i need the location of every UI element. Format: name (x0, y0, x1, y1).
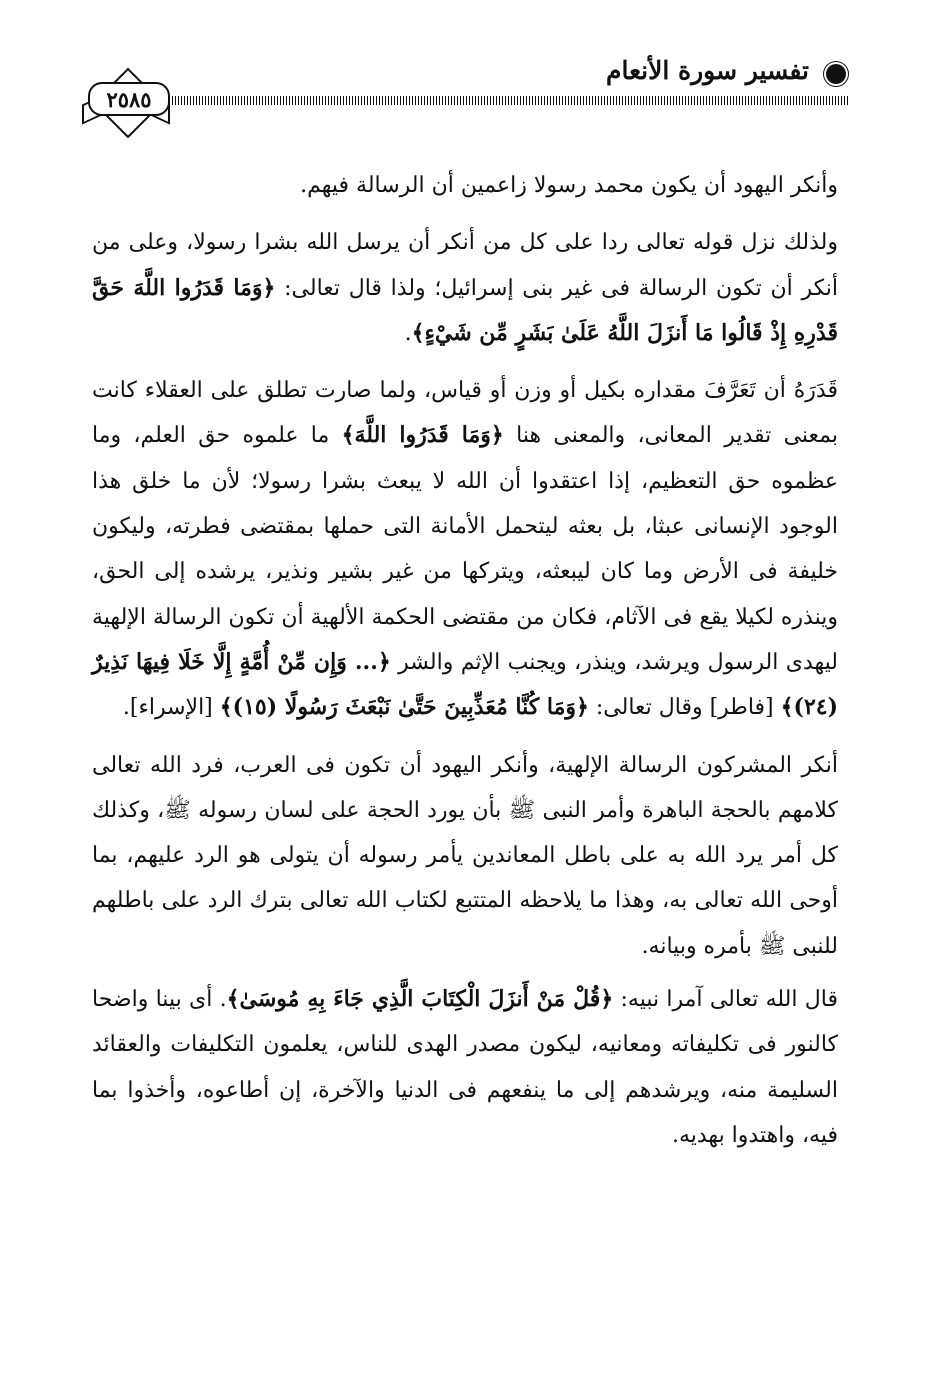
body-run: . أى بينا واضحا كالنور فى تكليفاته ومعانيه، ليكون مصدر الهدى للناس، يعلمون التكليفات والعقائد السليمة منه، ويرشدهم إلى ما ينفعهم فى الدنيا والآخرة، إن أطاعوه، وأخذوا بما فيه، واهتدوا بهديه. (92, 987, 838, 1148)
paragraph (92, 220, 838, 356)
body-run: قَدَرَهُ أن تَعَرَّفَ مقداره بكيل أو وزن أو قياس، ولما صارت تطلق على العقلاء كانت بمعنى تقدير المعانى، والمعنى هنا (92, 378, 838, 449)
body-run: ولذلك نزل قوله تعالى ردا على كل من أنكر أن يرسل الله بشرا رسولا، وعلى من أنكر أن تكون الرسالة فى غير بنى إسرائيل؛ ولذا قال تعالى: (92, 230, 838, 301)
quran-verse: ﴿وَمَا قَدَرُوا اللَّهَ﴾ (341, 422, 504, 449)
body-run: ما علموه حق العلم، وما عظموه حق التعظيم، إذا اعتقدوا أن الله لا يبعث بشرا رسولا؛ لأن ما خلق هذا الوجود الإنسانى عبثا، بل بعثه ليتحمل الأمانة التى حملها بمقتضى فطرته، وليكون خليفة فى الأرض وما كان ليبعثه، ويتركها من غير بشير ونذير، يرشده إلى الحق، وينذره لكيلا يقع فى الآثام، فكان من مقتضى الحكمة الألهية أن تكون الرسالة الإلهية ليهدى الرسول ويرشد، وينذر، ويجنب الإثم والشر (92, 423, 838, 675)
body-text (92, 163, 838, 1158)
body-run: قال الله تعالى آمرا نبيه: (613, 987, 838, 1013)
header-rule (160, 96, 850, 105)
body-run: [فاطر] وقال تعالى: (588, 695, 781, 721)
paragraph (92, 977, 838, 1158)
header-ornament-icon (826, 64, 846, 84)
body-run: أنكر المشركون الرسالة الإلهية، وأنكر اليهود أن تكون فى العرب، فرد الله تعالى كلامهم بالحجة الباهرة وأمر النبى ﷺ بأن يورد الحجة على لسان رسوله ﷺ، وكذلك كل أمر يرد الله به على باطل المعاندين يأمر رسوله أن يتولى هو الرد عليهم، بما أوحى الله تعالى به، وهذا ما يلاحظه المتتبع لكتاب الله تعالى بترك الرد على باطلهم للنبى ﷺ بأمره وبيانه. (92, 752, 838, 959)
body-run: [الإسراء]. (122, 695, 220, 721)
page-number: ٢٥٨٥ (88, 82, 170, 116)
running-header (0, 0, 927, 150)
body-run: وأنكر اليهود أن يكون محمد رسولا زاعمين أن الرسالة فيهم. (300, 173, 838, 198)
body-run: . (404, 320, 412, 346)
quran-verse: ﴿وَمَا كُنَّا مُعَذِّبِينَ حَتَّىٰ نَبْعَثَ رَسُولًا (١٥)﴾ (219, 694, 589, 721)
quran-verse: ﴿قُلْ مَنْ أَنزَلَ الْكِتَابَ الَّذِي جَاءَ بِهِ مُوسَىٰ﴾ (226, 986, 614, 1013)
quran-verse: ﴿... وَإِن مِّنْ أُمَّةٍ إِلَّا خَلَا فِيهَا نَذِيرٌ (٢٤)﴾ (92, 648, 838, 721)
quran-verse: ﴿وَمَا قَدَرُوا اللَّهَ حَقَّ قَدْرِهِ إِذْ قَالُوا مَا أَنزَلَ اللَّهُ عَلَىٰ بَشَرٍ مِّن شَيْءٍ﴾ (92, 274, 838, 346)
running-title: تفسير سورة الأنعام (605, 56, 809, 85)
paragraph (92, 743, 838, 969)
paragraph (92, 368, 838, 730)
paragraph (92, 163, 838, 208)
